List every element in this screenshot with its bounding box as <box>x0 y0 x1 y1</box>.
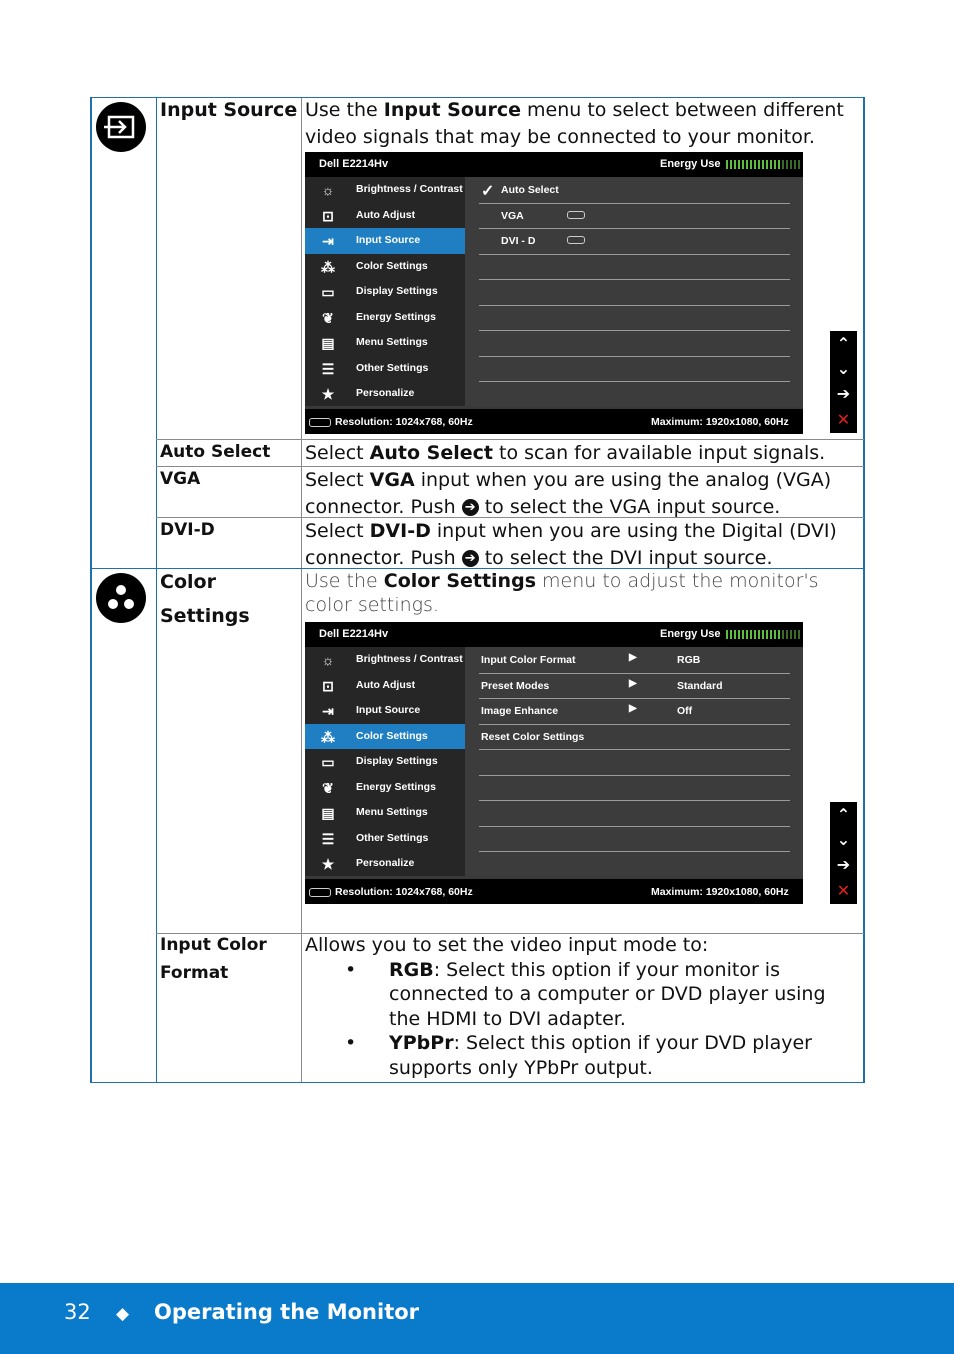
table-col-divider-2 <box>301 97 302 1083</box>
color-settings-description: Use the Color Settings menu to adjust the monitor's color settings. <box>305 570 819 616</box>
osd-row-image-enhance: Image Enhance ▶ Off <box>479 698 790 725</box>
color-settings-icon: ⁂ <box>321 258 335 275</box>
table-bottom-border <box>90 1082 865 1083</box>
osd-model: Dell E2214Hv <box>319 158 389 170</box>
osd-item-auto-adjust: ⊡ Auto Adjust <box>305 203 465 229</box>
auto-select-label: Auto Select <box>160 442 271 462</box>
osd-row-empty <box>479 330 790 357</box>
osd-title-bar <box>305 152 803 177</box>
osd-energy-use: Energy Use <box>660 628 721 640</box>
osd-row-empty <box>479 305 790 332</box>
osd-row-empty <box>479 356 790 383</box>
osd-item-color-settings: ⁂ Color Settings <box>305 724 465 750</box>
down-arrow-icon: ⌄ <box>836 830 851 849</box>
dvid-label: DVI-D <box>160 520 215 540</box>
osd-input-source-screenshot <box>305 152 803 434</box>
dvi-connector-icon <box>567 236 585 244</box>
vga-connector-icon <box>309 418 331 427</box>
osd-row-input-color-format: Input Color Format ▶ RGB <box>479 647 790 674</box>
osd-status-bar <box>305 409 803 434</box>
input-source-icon: ⇥ <box>322 703 334 719</box>
color-settings-label: Color Settings <box>160 571 250 627</box>
osd-row-dvid: DVI - D <box>479 228 790 255</box>
close-icon: ✕ <box>836 410 851 429</box>
vga-label: VGA <box>160 469 201 489</box>
osd-row-empty <box>479 254 790 281</box>
play-arrow-icon: ▶ <box>629 703 637 714</box>
down-arrow-icon: ⌄ <box>836 359 851 378</box>
osd-item-brightness: ☼ Brightness / Contrast <box>305 647 465 673</box>
input-color-format-label: Input Color Format <box>160 935 267 983</box>
page-footer <box>0 1283 954 1354</box>
osd-submenu <box>465 177 803 406</box>
osd-item-menu-settings: ▤ Menu Settings <box>305 800 465 826</box>
osd-item-energy-settings: ❦ Energy Settings <box>305 305 465 331</box>
input-color-format-list <box>305 958 860 1081</box>
osd-item-input-source: ⇥ Input Source <box>305 698 465 724</box>
osd-row-empty <box>479 749 790 776</box>
osd-model: Dell E2214Hv <box>319 628 389 640</box>
osd-row-preset-modes: Preset Modes ▶ Standard <box>479 673 790 700</box>
auto-adjust-icon: ⊡ <box>322 677 334 694</box>
osd-row-empty <box>479 826 790 853</box>
osd-menu <box>305 647 465 876</box>
osd-item-display-settings: ▭ Display Settings <box>305 749 465 775</box>
star-icon: ★ <box>321 386 335 402</box>
right-arrow-icon: ➔ <box>836 855 851 874</box>
page-number: 32 <box>64 1300 91 1324</box>
sliders-icon: ☰ <box>321 360 335 377</box>
osd-item-personalize: ★ Personalize <box>305 851 465 877</box>
osd-side-buttons <box>830 331 857 433</box>
leaf-icon: ❦ <box>322 779 334 796</box>
osd-row-auto-select: ✓ Auto Select <box>479 177 790 204</box>
osd-item-other-settings: ☰ Other Settings <box>305 356 465 382</box>
osd-maximum: Maximum: 1920x1080, 60Hz <box>651 886 789 898</box>
input-source-icon <box>96 102 146 152</box>
osd-maximum: Maximum: 1920x1080, 60Hz <box>651 416 789 428</box>
checkmark-icon: ✓ <box>481 183 495 200</box>
osd-submenu <box>465 647 803 876</box>
display-icon: ▭ <box>321 754 335 770</box>
osd-row-reset-color-settings: Reset Color Settings <box>479 724 790 751</box>
energy-meter <box>726 630 800 639</box>
menu-icon: ▤ <box>321 805 335 821</box>
vga-connector-icon <box>567 211 585 219</box>
osd-item-menu-settings: ▤ Menu Settings <box>305 330 465 356</box>
osd-item-display-settings: ▭ Display Settings <box>305 279 465 305</box>
display-icon: ▭ <box>321 284 335 300</box>
push-button-icon: ➔ <box>462 550 479 567</box>
input-source-icon: ⇥ <box>322 233 334 249</box>
table-right-border <box>863 97 865 1083</box>
energy-meter <box>726 160 800 169</box>
brightness-icon: ☼ <box>321 182 335 198</box>
close-icon: ✕ <box>836 881 851 900</box>
osd-row-empty <box>479 800 790 827</box>
list-item-rgb: • RGB: Select this option if your monitor is connected to a computer or DVD player using the HDMI to DVI adapter. <box>305 958 860 1032</box>
play-arrow-icon: ▶ <box>629 652 637 663</box>
table-col-divider-1 <box>156 97 157 1083</box>
osd-item-other-settings: ☰ Other Settings <box>305 826 465 852</box>
osd-item-input-source: ⇥ Input Source <box>305 228 465 254</box>
sliders-icon: ☰ <box>321 830 335 847</box>
chapter-title: Operating the Monitor <box>154 1300 420 1324</box>
osd-row-empty <box>479 775 790 802</box>
osd-resolution: Resolution: 1024x768, 60Hz <box>335 886 473 898</box>
osd-color-settings-screenshot <box>305 622 803 904</box>
vga-connector-icon <box>309 888 331 897</box>
up-arrow-icon: ⌃ <box>836 334 851 353</box>
osd-energy-use: Energy Use <box>660 158 721 170</box>
table-left-border <box>90 97 92 1083</box>
osd-row-vga: VGA <box>479 203 790 230</box>
leaf-icon: ❦ <box>322 309 334 326</box>
osd-item-personalize: ★ Personalize <box>305 381 465 407</box>
osd-title-bar <box>305 622 803 647</box>
input-color-format-description: Allows you to set the video input mode to: • RGB: Select this option if your monitor is connected to a computer or DVD player using the HDMI to DVI adapter. • YPbPr: Select this option if your DVD player supports only YPbPr output. <box>305 933 860 1081</box>
brightness-icon: ☼ <box>321 652 335 668</box>
menu-icon: ▤ <box>321 335 335 351</box>
osd-resolution: Resolution: 1024x768, 60Hz <box>335 416 473 428</box>
auto-select-description: Select Auto Select to scan for available input signals. <box>305 442 826 464</box>
osd-status-bar <box>305 879 803 904</box>
osd-side-buttons <box>830 802 857 904</box>
star-icon: ★ <box>321 856 335 872</box>
osd-item-brightness: ☼ Brightness / Contrast <box>305 177 465 203</box>
osd-row-empty <box>479 279 790 306</box>
push-button-icon: ➔ <box>462 499 479 516</box>
osd-item-auto-adjust: ⊡ Auto Adjust <box>305 673 465 699</box>
vga-description: Select VGA input when you are using the analog (VGA) connector. Push ➔ to select the VGA input source. <box>305 469 832 518</box>
osd-item-energy-settings: ❦ Energy Settings <box>305 775 465 801</box>
osd-menu <box>305 177 465 406</box>
play-arrow-icon: ▶ <box>629 677 637 689</box>
diamond-icon: ◆ <box>116 1304 130 1324</box>
up-arrow-icon: ⌃ <box>836 805 851 824</box>
input-source-description: Use the Input Source menu to select between different video signals that may be connected to your monitor. <box>305 99 844 148</box>
input-source-label: Input Source <box>160 99 298 121</box>
right-arrow-icon: ➔ <box>836 384 851 403</box>
dvid-description: Select DVI-D input when you are using the Digital (DVI) connector. Push ➔ to select the DVI input source. <box>305 520 837 569</box>
list-item-ypbpr: • YPbPr: Select this option if your DVD player supports only YPbPr output. <box>305 1031 860 1080</box>
color-settings-icon <box>96 573 146 623</box>
color-settings-icon: ⁂ <box>321 728 335 745</box>
osd-item-color-settings: ⁂ Color Settings <box>305 254 465 280</box>
auto-adjust-icon: ⊡ <box>322 207 334 224</box>
